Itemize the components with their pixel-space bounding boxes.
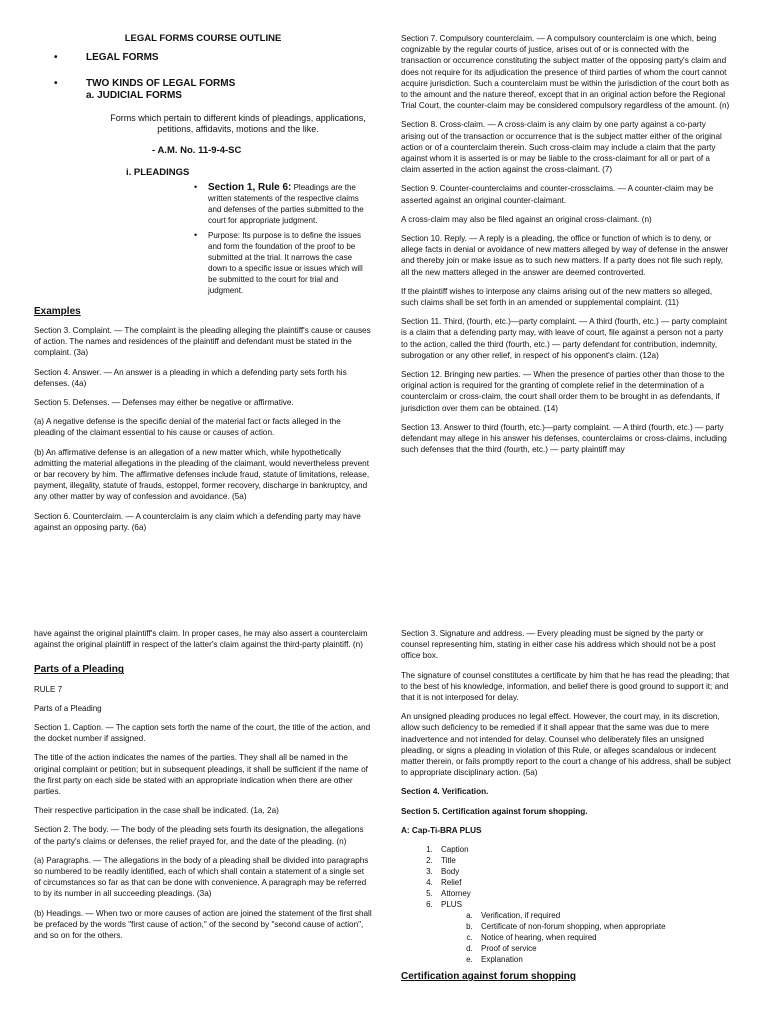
list-item: 2. Title bbox=[435, 855, 731, 866]
bullet-two-kinds: • TWO KINDS OF LEGAL FORMS bbox=[34, 78, 372, 90]
examples-heading: Examples bbox=[34, 305, 81, 317]
pleadings-definition-list bbox=[34, 182, 372, 296]
list-item: c. Notice of hearing, when required bbox=[475, 932, 731, 943]
bullet-legal-forms: • LEGAL FORMS bbox=[34, 52, 372, 64]
paragraph: Section 9. Counter-counterclaims and counter-crossclaims. — A counter-claim may be asserted against an original counter-claimant. bbox=[401, 184, 714, 205]
paragraph: Section 8. Cross-claim. — A cross-claim is any claim by one party against a co-party arising out of the transaction or occurrence that is the subject matter either of the original action or of a counterclaim therein. Such cross-claim may include a claim that the party against whom it is asserted is or may be liable to the cross-claimant for all or part of a claim asserted in the action against the cross-claimant. (7) bbox=[401, 120, 722, 175]
paragraph: (a) A negative defense is the specific denial of the material fact or facts alleged in the pleading of the claimant essential to his cause or causes of action. bbox=[34, 417, 341, 438]
plus-label: PLUS bbox=[441, 900, 462, 910]
verification-heading: Section 4. Verification. bbox=[401, 787, 489, 797]
list-item: 1. Caption bbox=[435, 844, 731, 855]
forum-shopping-heading: Section 5. Certification against forum shopping. bbox=[401, 806, 588, 816]
continuation-paragraph: have against the original plaintiff's claim. In proper cases, he may also assert a counterclaim against the original plaintiff in respect of the latter's claim against the third-party plaintiff. (n) bbox=[34, 629, 368, 650]
paragraph: A cross-claim may also be filed against an original cross-claimant. (n) bbox=[401, 214, 652, 224]
parts-label: Parts of a Pleading bbox=[34, 703, 102, 713]
plus-sublist bbox=[441, 910, 731, 965]
paragraph: Section 6. Counterclaim. — A counterclaim is any claim which a defending party may have against an opposing party. (6a) bbox=[34, 511, 361, 532]
paragraph: Section 13. Answer to third (fourth, etc.)—party complaint. — A third (fourth, etc.) — party defendant may allege in his answer his defenses, counterclaims or cross-claims, including such defenses that the third (fourth, etc.) — party plaintiff may bbox=[401, 422, 727, 455]
paragraph: Section 3. Signature and address. — Every pleading must be signed by the party or counsel representing him, stating in either case his address which should not be a post office box. bbox=[401, 629, 716, 661]
paragraph: Section 2. The body. — The body of the pleading sets fourth its designation, the allegations of the party's claims or defenses, the relief prayed for, and the date of the pleading. (n) bbox=[34, 825, 364, 846]
paragraph: Section 5. Defenses. — Defenses may either be negative or affirmative. bbox=[34, 398, 294, 408]
judicial-forms-description: Forms which pertain to different kinds of pleadings, applications, petitions, affidavits, motions and the like. bbox=[110, 113, 366, 135]
document-title: LEGAL FORMS COURSE OUTLINE bbox=[124, 33, 282, 44]
paragraph: If the plaintiff wishes to interpose any claims arising out of the new matters so alleged, such claims shall be set forth in an amended or supplemental complaint. (11) bbox=[401, 286, 713, 308]
list-item bbox=[435, 899, 731, 965]
page-2-right-column bbox=[401, 628, 731, 982]
section-1-rule-6-text: Pleadings are the written statements of the respective claims and defenses of the parties submitted to the court for appropriate judgment. bbox=[208, 182, 364, 225]
list-item: b. Certificate of non-forum shopping, when appropriate bbox=[475, 921, 731, 932]
list-item: a. Verification, if required bbox=[475, 910, 731, 921]
page-1-left-column bbox=[34, 33, 372, 541]
parts-list bbox=[401, 844, 731, 965]
paragraph: Section 7. Compulsory counterclaim. — A compulsory counterclaim is one which, being cognizable by the regular courts of justice, arises out of or is connected with the transaction or occurrence constituting the subject matter of the opposing party's claim and does not require for its adjudication the presence of third parties of whom the court cannot acquire jurisdiction. Such a counterclaim must be within the jurisdiction of the court both as to the amount and the nature thereof, except that in an original action before the Regional Trial Court, the counter-claim may be considered compulsory regardless of the amount. (n) bbox=[401, 34, 730, 111]
list-item: 4. Relief bbox=[435, 877, 731, 888]
parts-of-pleading-heading: Parts of a Pleading bbox=[34, 664, 125, 676]
paragraph: The title of the action indicates the names of the parties. They shall all be named in the original complaint or petition; but in subsequent pleadings, it shall be sufficient if the name of the first party on each side be stated with an appropriate indication when there are other parties. bbox=[34, 753, 368, 797]
paragraph: (a) Paragraphs. — The allegations in the body of a pleading shall be divided into paragraphs so numbered to be readily identified, each of which shall contain a statement of a single set of circumstances so far as that can be done with convenience. A paragraph may be referred to by its number in all succeeding pleadings. (3a) bbox=[34, 855, 369, 899]
rule-label: RULE 7 bbox=[34, 684, 63, 694]
paragraph: (b) Headings. — When two or more causes of action are joined the statement of the first shall be prefaced by the words "first cause of action," of the second by "second cause of action", and so on for the others. bbox=[34, 908, 372, 941]
judicial-forms-heading: a. JUDICIAL FORMS bbox=[86, 90, 182, 102]
paragraph: Section 11. Third, (fourth, etc.)—party complaint. — A third (fourth, etc.) — party complaint is a claim that a defending party may, with leave of court, file against a person not a party to the action, called the third (fourth, etc.) — party defendant for contribution, indemnity, subrogation or any other relief, in respect of his opponent's claim. (12a) bbox=[401, 317, 727, 360]
page-2 bbox=[0, 620, 768, 1024]
section-1-rule-6-item bbox=[208, 182, 372, 226]
paragraph: (b) An affirmative defense is an allegation of a new matter which, while hypothetically admitting the material allegations in the pleading of the claimant, would nevertheless prevent or bar recovery by him. The affirmative defenses include fraud, statute of limitations, release, payment, illegality, statute of frauds, estoppel, former recovery, discharge in bankruptcy, and any other matter by way of confession and avoidance. (5a) bbox=[34, 447, 370, 502]
paragraph: The signature of counsel constitutes a certificate by him that he has read the pleading; that to the best of his knowledge, information, and belief there is good ground to support it; and that it is not interposed for delay. bbox=[401, 670, 730, 703]
paragraph: Section 10. Reply. — A reply is a pleading, the office or function of which is to deny, or allege facts in denial or avoidance of new matters alleged by way of defense in the answer and thereby join or make issue as to such new matters. If a party does not file such reply, all the new matters alleged in the answer are deemed controverted. bbox=[401, 234, 729, 277]
section-1-rule-6-label: Section 1, Rule 6: bbox=[208, 181, 292, 193]
paragraph: Section 12. Bringing new parties. — When the presence of parties other than those to the original action is required for the granting of complete relief in the determination of a counterclaim or cross-claim, the court shall order them to be brought in as defendants, if jurisdiction over them can be obtained. (14) bbox=[401, 370, 725, 413]
list-item: 5. Attorney bbox=[435, 888, 731, 899]
page-1-right-column bbox=[401, 33, 731, 464]
pleadings-heading: i. PLEADINGS bbox=[126, 166, 190, 178]
list-item: e. Explanation bbox=[475, 954, 731, 965]
purpose-item: • Purpose: Its purpose is to define the issues and form the foundation of the proof to be submitted at the trial. It narrows the case down to a specific issue or issues which will be submitted to the court for trial and judgment. bbox=[208, 230, 372, 296]
list-item: d. Proof of service bbox=[475, 943, 731, 954]
paragraph: Section 4. Answer. — An answer is a pleading in which a defending party sets forth his defenses. (4a) bbox=[34, 367, 347, 388]
certification-heading: Certification against forum shopping bbox=[401, 971, 577, 983]
paragraph: An unsigned pleading produces no legal effect. However, the court may, in its discretion, allow such deficiency to be remedied if it shall appear that the same was due to mere inadvertence and not intended for delay. Counsel who deliberately files an unsigned pleading, or signs a pleading in violation of this Rule, or alleges scandalous or indecent matter therein, or fails promptly report to the court a change of his address, shall be subject to appropriate disciplinary action. (5a) bbox=[401, 712, 731, 778]
paragraph: Section 3. Complaint. — The complaint is the pleading alleging the plaintiff's cause or causes of action. The names and residences of the plaintiff and defendant must be stated in the complaint. (3a) bbox=[34, 326, 371, 358]
mnemonic: A: Cap-Ti-BRA PLUS bbox=[401, 825, 482, 835]
paragraph: Section 1. Caption. — The caption sets forth the name of the court, the title of the action, and the docket number if assigned. bbox=[34, 723, 371, 744]
am-number: - A.M. No. 11-9-4-SC bbox=[152, 145, 242, 157]
paragraph: Their respective participation in the case shall be indicated. (1a, 2a) bbox=[34, 806, 279, 816]
list-item: 3. Body bbox=[435, 866, 731, 877]
page-2-left-column bbox=[34, 628, 372, 949]
